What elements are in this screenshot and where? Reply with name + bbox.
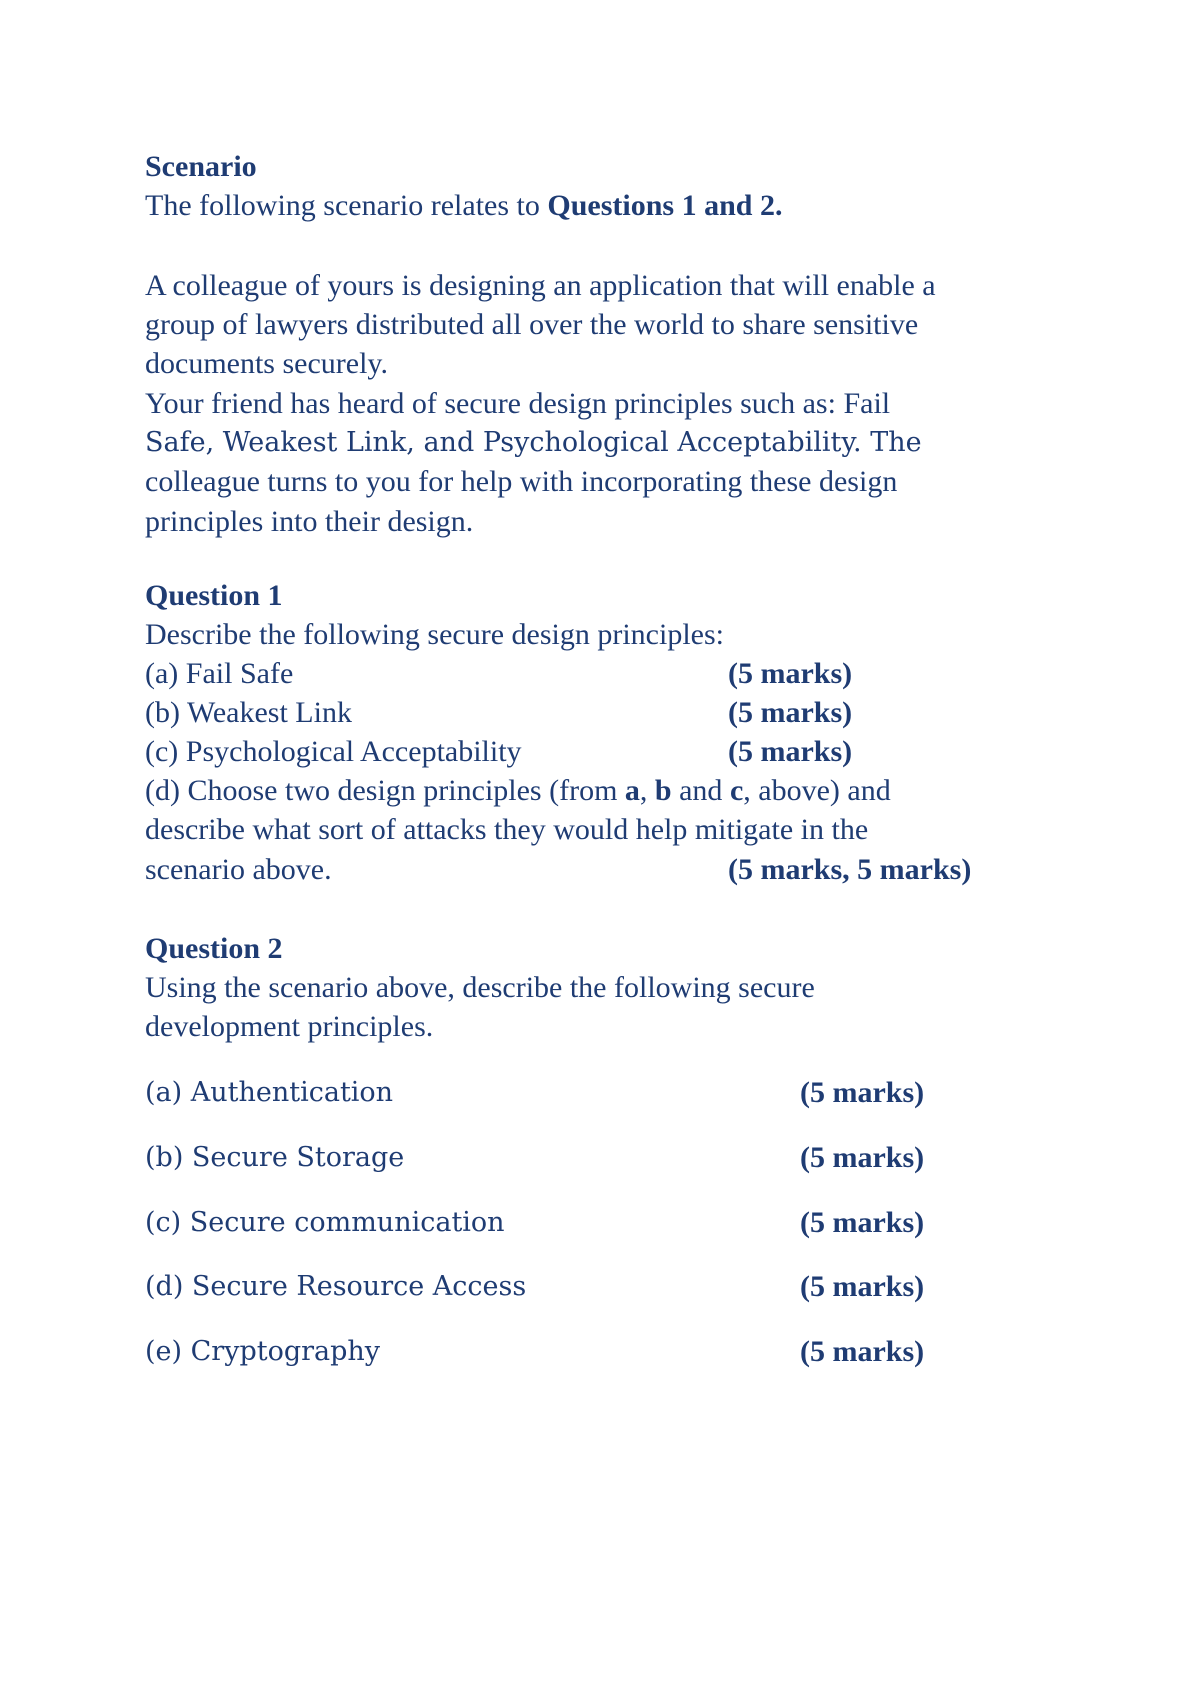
question-1-d-text-4: , above) and [743,774,891,807]
scenario-intro-text: The following scenario relates to [145,189,548,222]
question-1-d-bold-a: a [624,774,640,807]
question-1-item-c-marks: (5 marks) [728,735,853,768]
question-1-d-bold-b: b [654,774,672,807]
question-1-item-b-label: (b) Weakest Link [145,696,352,729]
scenario-paragraph-2-line-3: colleague turns to you for help with incorporating these design [145,465,898,498]
question-1-item-a-label: (a) Fail Safe [145,657,294,690]
question-2-item-a-label: (a) Authentication [145,1077,394,1108]
question-1-d-text-1: (d) Choose two design principles (from [145,774,625,807]
question-2-item-a-marks: (5 marks) [800,1076,925,1109]
question-1-item-d-line-3: scenario above. [145,853,332,886]
question-1-heading: Question 1 [145,579,283,612]
question-1-d-text-3: and [671,774,730,807]
scenario-intro-bold: Questions 1 and 2. [547,189,783,222]
scenario-paragraph-2-line-1: Your friend has heard of secure design principles such as: Fail [145,387,891,420]
question-1-d-bold-c: c [729,774,744,807]
question-2-item-b-marks: (5 marks) [800,1141,925,1174]
question-1-item-c-label: (c) Psychological Acceptability [145,735,522,768]
question-2-item-d-label: (d) Secure Resource Access [145,1271,527,1302]
question-2-prompt-line-2: development principles. [145,1010,434,1043]
scenario-paragraph-1-line-1: A colleague of yours is designing an application that will enable a [145,269,936,302]
question-1-item-a-marks: (5 marks) [728,657,853,690]
question-1-d-text-2: , [639,774,655,807]
question-2-item-e-marks: (5 marks) [800,1335,925,1368]
question-1-prompt: Describe the following secure design principles: [145,618,724,651]
scenario-heading: Scenario [145,150,257,183]
question-2-item-c-marks: (5 marks) [800,1206,925,1239]
scenario-paragraph-2-line-4: principles into their design. [145,505,474,538]
scenario-paragraph-1-line-3: documents securely. [145,347,388,380]
question-1-item-d-line-2: describe what sort of attacks they would help mitigate in the [145,813,869,846]
scenario-paragraph-1-line-2: group of lawyers distributed all over the world to share sensitive [145,308,919,341]
question-1-item-d-line-1 [145,772,891,810]
question-1-item-b-marks: (5 marks) [728,696,853,729]
question-2-item-e-label: (e) Cryptography [145,1336,381,1367]
scenario-paragraph-2-line-2: Safe, Weakest Link, and Psychological Acceptability. The [145,427,922,458]
question-2-item-c-label: (c) Secure communication [145,1207,505,1238]
question-2-item-b-label: (b) Secure Storage [145,1142,405,1173]
question-2-prompt-line-1: Using the scenario above, describe the following secure [145,971,815,1004]
question-2-item-d-marks: (5 marks) [800,1270,925,1303]
question-1-item-d-marks: (5 marks, 5 marks) [728,853,972,886]
scenario-intro [145,187,782,225]
question-2-heading: Question 2 [145,932,283,965]
